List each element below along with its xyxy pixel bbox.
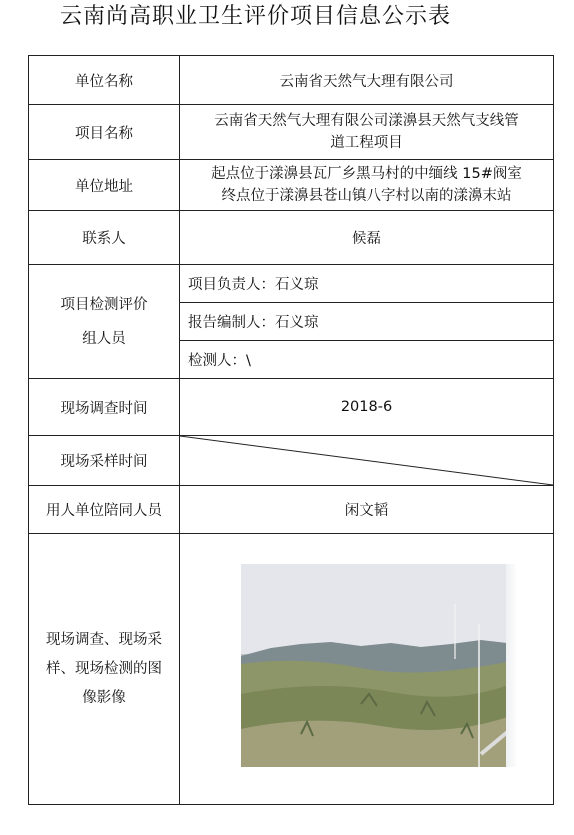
label-contact: 联系人	[29, 211, 180, 265]
landscape-image	[241, 564, 516, 767]
info-table	[28, 55, 554, 805]
row-address	[29, 160, 554, 211]
value-images	[180, 534, 554, 805]
label-survey-time: 现场调查时间	[29, 379, 180, 436]
photo-container	[180, 534, 553, 804]
label-project-name: 项目名称	[29, 105, 180, 160]
value-team-tester: 检测人：\	[180, 341, 554, 379]
row-project-name	[29, 105, 554, 160]
label-team-line2: 组人员	[82, 330, 126, 347]
label-images-line1: 现场调查、现场采	[46, 631, 162, 648]
label-companion: 用人单位陪同人员	[29, 486, 180, 534]
label-images-line2: 样、现场检测的图	[46, 660, 162, 677]
value-team-report: 报告编制人：石义琼	[180, 303, 554, 341]
label-sampling-time: 现场采样时间	[29, 436, 180, 486]
value-address-line1: 起点位于漾濞县瓦厂乡黑马村的中缅线 15#阀室	[211, 166, 522, 182]
row-images	[29, 534, 554, 805]
row-companion	[29, 486, 554, 534]
site-photo	[241, 564, 516, 767]
value-project-name-line2: 道工程项目	[330, 135, 403, 151]
row-team-leader	[29, 265, 554, 303]
diagonal-slash	[180, 436, 553, 485]
value-project-name	[180, 105, 554, 160]
label-unit-name: 单位名称	[29, 56, 180, 105]
value-project-name-line1: 云南省天然气大理有限公司漾濞县天然气支线管	[214, 113, 519, 129]
label-team-line1: 项目检测评价	[60, 296, 148, 313]
label-images	[29, 534, 180, 805]
value-survey-time: 2018-6	[180, 379, 554, 436]
label-address: 单位地址	[29, 160, 180, 211]
row-survey-time	[29, 379, 554, 436]
value-address	[180, 160, 554, 211]
value-companion: 闲文韬	[180, 486, 554, 534]
label-images-line3: 像影像	[82, 689, 126, 706]
page-title: 云南尚高职业卫生评价项目信息公示表	[60, 4, 452, 29]
photo-edge	[506, 564, 516, 767]
row-unit-name	[29, 56, 554, 105]
value-sampling-time-empty	[180, 436, 554, 486]
row-contact	[29, 211, 554, 265]
value-address-line2: 终点位于漾濞县苍山镇八字村以南的漾濞末站	[221, 188, 512, 204]
row-sampling-time	[29, 436, 554, 486]
value-contact: 候磊	[180, 211, 554, 265]
value-unit-name: 云南省天然气大理有限公司	[180, 56, 554, 105]
label-team	[29, 265, 180, 379]
value-team-leader: 项目负责人：石义琼	[180, 265, 554, 303]
